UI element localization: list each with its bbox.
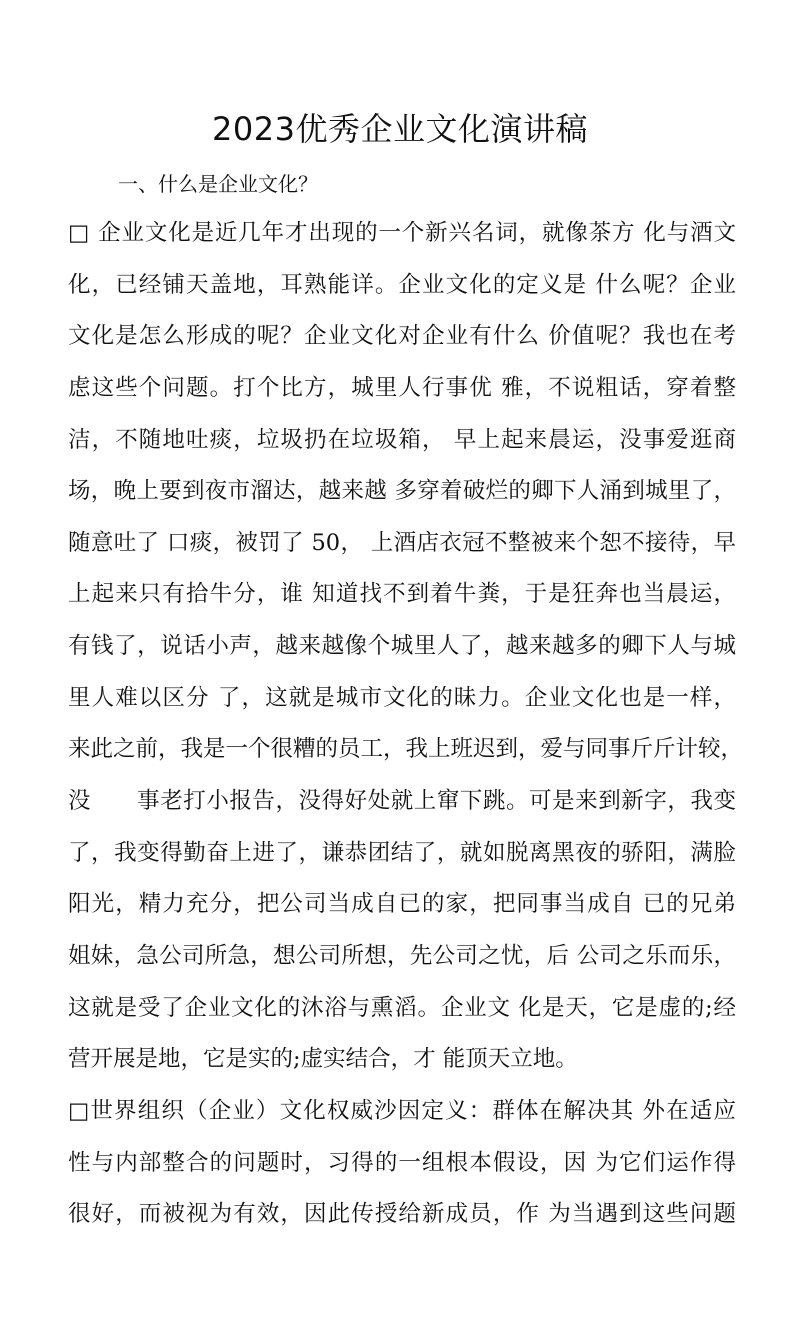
text-line-7: 随意吐了 口痰，被罚了 50， 上酒店衣冠不整被来个恕不接待，早 <box>68 530 736 556</box>
section-heading: 一、什么是企业文化？ <box>118 172 318 196</box>
text-line-20: 很好，而被视为有效，因此传授给新成员，作 为当遇到这些问题 <box>68 1201 736 1227</box>
text-line-14: 阳光，精力充分，把公司当成自已的家，把同事当成自 已的兄弟 <box>68 891 736 917</box>
text-line-17: 营开展是地，它是实的;虚实结合，才 能顶天立地。 <box>68 1046 578 1072</box>
text-line-8: 上起来只有拾牛分，谁 知道找不到着牛粪，于是狂奔也当晨运， <box>68 581 736 607</box>
text-line-4: 虑这些个问题。打个比方，城里人行事优 雅，不说粗话，穿着整 <box>68 375 736 401</box>
text-line-6: 场，晚上要到夜市溜达，越来越 多穿着破烂的卿下人涌到城里了， <box>68 478 736 504</box>
text-line-9: 有钱了，说话小声，越来越像个城里人了，越来越多的卿下人与城 <box>68 633 736 659</box>
text-line-18: □世界组织（企业）文化权威沙因定义：群体在解决其 外在适应 <box>68 1098 736 1124</box>
document-title: 2023优秀企业文化演讲稿 <box>212 110 588 148</box>
text-line-1: □ 企业文化是近几年才出现的一个新兴名词，就像茶方 化与酒文 <box>68 220 736 246</box>
text-line-13: 了，我变得勤奋上进了，谦恭团结了，就如脱离黑夜的骄阳，满脸 <box>68 840 736 866</box>
text-line-19: 性与内部整合的问题时，习得的一组根本假设，因 为它们运作得 <box>68 1150 736 1176</box>
text-line-2: 化，已经铺天盖地，耳熟能详。企业文化的定义是 什么呢？企业 <box>68 272 736 298</box>
text-line-3: 文化是怎么形成的呢？企业文化对企业有什么 价值呢？我也在考 <box>68 323 736 349</box>
text-line-12: 没 事老打小报告，没得好处就上窜下跳。可是来到新字，我变 <box>68 788 736 814</box>
text-line-5: 洁，不随地吐痰，垃圾扔在垃圾箱， 早上起来晨运，没事爱逛商 <box>68 427 736 453</box>
text-line-16: 这就是受了企业文化的沐浴与熏滔。企业文 化是天，它是虚的;经 <box>68 995 736 1021</box>
text-line-15: 姐妹，急公司所急，想公司所想，先公司之忧，后 公司之乐而乐， <box>68 943 736 969</box>
text-line-10: 里人难以区分 了，这就是城市文化的昧力。企业文化也是一样， <box>68 685 736 711</box>
text-line-11: 来此之前，我是一个很糟的员工，我上班迟到，爱与同事斤斤计较， <box>68 736 744 762</box>
